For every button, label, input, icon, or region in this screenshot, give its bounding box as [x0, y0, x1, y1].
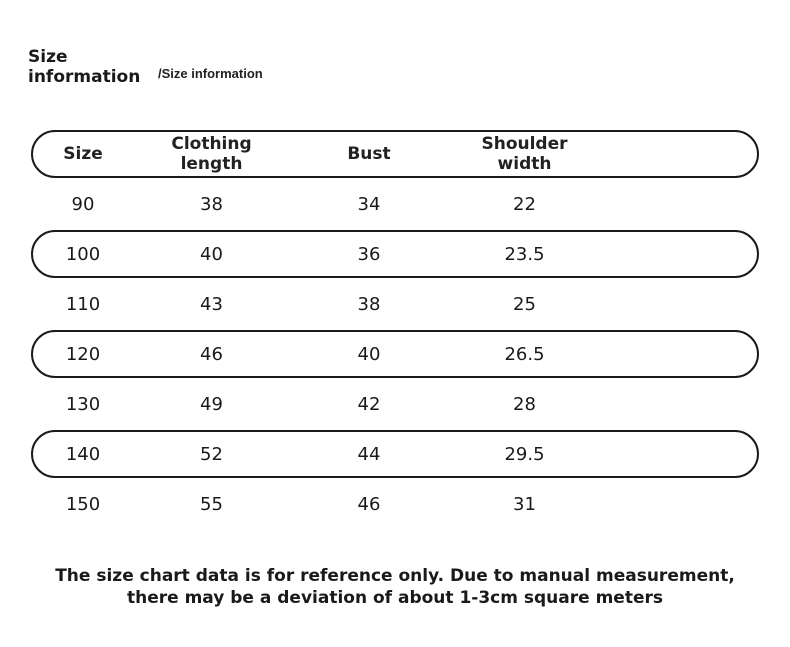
- table-cell: 140: [65, 443, 101, 465]
- disclaimer-note: [0, 565, 790, 609]
- size-heading-line-2: information: [28, 67, 141, 87]
- table-cell: 43: [200, 293, 223, 315]
- size-sub-heading: /Size information: [158, 66, 263, 81]
- table-cell: 40: [357, 343, 381, 365]
- column-header-text: length: [180, 154, 243, 174]
- table-row: [31, 380, 759, 428]
- table-row: [31, 480, 759, 528]
- table-row: [31, 230, 759, 278]
- table-cell: 120: [65, 343, 101, 365]
- column-header: [133, 134, 290, 174]
- table-row: [31, 430, 759, 478]
- table-cell: 44: [357, 443, 381, 465]
- column-header-text: Bust: [347, 144, 391, 164]
- column-header: [33, 144, 133, 164]
- table-cell: 46: [200, 343, 223, 365]
- table-cell: 31: [513, 493, 536, 515]
- size-heading: [28, 47, 140, 87]
- table-row: [31, 280, 759, 328]
- column-header-text: Size: [63, 144, 103, 164]
- column-header-text: Shoulder: [481, 134, 568, 154]
- table-cell: 28: [513, 393, 536, 415]
- table-cell: 38: [200, 193, 223, 215]
- table-row: [31, 330, 759, 378]
- table-cell: 40: [200, 243, 223, 265]
- table-row: [31, 180, 759, 228]
- table-cell: 38: [357, 293, 381, 315]
- table-cell: 26.5: [504, 343, 545, 365]
- table-header-row: [31, 130, 759, 178]
- table-cell: 36: [357, 243, 381, 265]
- table-cell: 42: [357, 393, 381, 415]
- table-cell: 55: [200, 493, 223, 515]
- table-cell: 23.5: [504, 243, 545, 265]
- table-cell: 90: [71, 193, 95, 215]
- disclaimer-line-1: The size chart data is for reference only. Due to manual measurement,: [55, 566, 735, 586]
- table-cell: 110: [65, 293, 101, 315]
- table-cell: 46: [357, 493, 381, 515]
- table-cell: 49: [200, 393, 223, 415]
- size-heading-line-1: Size: [28, 47, 68, 67]
- column-header-text: width: [497, 154, 552, 174]
- table-cell: 52: [200, 443, 223, 465]
- table-cell: 25: [513, 293, 536, 315]
- disclaimer-line-2: there may be a deviation of about 1-3cm square meters: [127, 588, 663, 608]
- table-cell: 22: [513, 193, 536, 215]
- table-cell: 29.5: [504, 443, 545, 465]
- column-header: [290, 144, 448, 164]
- column-header: [448, 134, 601, 174]
- table-cell: 100: [65, 243, 101, 265]
- table-cell: 150: [65, 493, 101, 515]
- table-cell: 34: [357, 193, 381, 215]
- column-header-text: Clothing: [171, 134, 252, 154]
- table-cell: 130: [65, 393, 101, 415]
